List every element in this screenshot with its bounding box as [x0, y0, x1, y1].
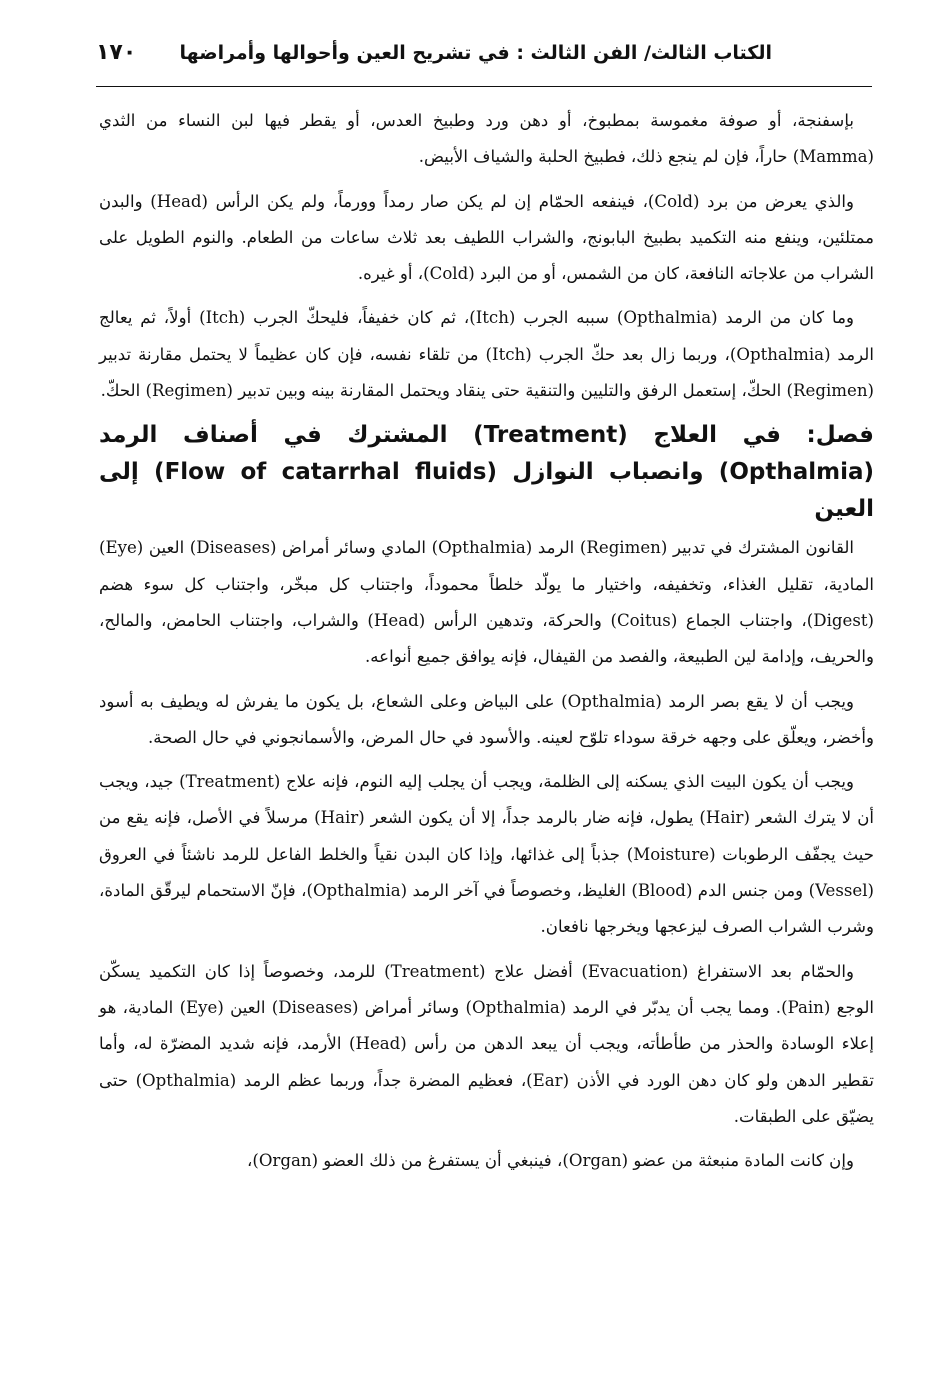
body-text [99, 103, 874, 1179]
paragraph: القانون المشترك في تدبير (Regimen) الرمد (Opthalmia) المادي وسائر أمراض (Diseases) العين (Eye) المادية، تقليل الغذاء، وتخفيفه، واختيار ما يولّد خلطاً محموداً، واجتناب كل مبخّر، واجتناب كل سوء هضم (Digest)، واجتناب الجماع (Coitus) والحركة، وتدهين الرأس (Head) والشراب، واجتناب الحامض، والمالح، والحريف، وإدامة لين الطبيعة، والفصد من القيفال، فإنه يوافق جميع أنواعه. [99, 538, 874, 667]
paragraph: وما كان من الرمد (Opthalmia) سببه الجرب (Itch)، ثم كان خفيفاً، فليحكّ الجرب (Itch) أولاً، ثم يعالج الرمد (Opthalmia)، وربما زال بعد حكّ الجرب (Itch) من تلقاء نفسه، فإن كان عظيماً لا يحتمل مقارنة تدبير (Regimen) الحكّ، إستعمل الرفق والتليين والتنقية حتى ينقاد ويحتمل المقارنة بينه وبين تدبير (Regimen) الحكّ. [99, 308, 874, 401]
paragraph: ويجب أن لا يقع بصر الرمد (Opthalmia) على البياض وعلى الشعاع، بل يكون ما يفرش له ويطيف به أسود وأخضر، ويعلّق على وجهه خرقة سوداء تلوّح لعينه. والأسود في حال المرض، والأسمانجوني في حال الصحة. [99, 691, 874, 747]
paragraph: والذي يعرض من برد (Cold)، فينفعه الحمّام إن لم يكن صار رمداً وورماً، ولم يكن الرأس (Head) والبدن ممتلئين، وينفع منه التكميد بطبيخ البابونج، والشراب اللطيف بعد ثلاث ساعات من الطعام. والنوم الطويل على الشراب من علاجاته النافعة، كان من الشمس، أو من البرد (Cold)، أو غيره. [99, 191, 874, 284]
page-header [96, 34, 872, 87]
page-number: ١٧٠ [96, 40, 137, 65]
paragraph: ويجب أن يكون البيت الذي يسكنه إلى الظلمة، ويجب أن يجلب إليه النوم، فإنه علاج (Treatment) جيد، ويجب أن لا يترك الشعر (Hair) يطول، فإنه ضار بالرمد جداً، إلا أن يكون الشعر (Hair) مرسلاً في الأصل، فإنه يقع من حيث يجفّف الرطوبات (Moisture) جذباً إلى غذائها، وإذا كان البدن نقياً والخلط الفاعل للرمد ناشئاً في العروق (Vessel) ومن جنس الدم (Blood) الغليظ، وخصوصاً في آخر الرمد (Opthalmia)، فإنّ الاستحمام ليرقّق المادة، وشرب الشراب الصرف ليزعجها ويخرجها نافعان. [99, 772, 874, 937]
running-title: الكتاب الثالث/ الفن الثالث : في تشريح العين وأحوالها وأمراضها [179, 42, 772, 64]
paragraph: وإن كانت المادة منبعثة من عضو (Organ)، فينبغي أن يستفرغ من ذلك العضو (Organ)، [246, 1151, 854, 1171]
paragraph: بإسفنجة، أو صوفة مغموسة بمطبوخ، أو دهن ورد وطبيخ العدس، أو يقطر فيها لبن النساء من الثدي (Mamma) حاراً، فإن لم ينجع ذلك، فطبيخ الحلبة والشياف الأبيض. [99, 111, 874, 167]
section-heading: فصل: في العلاج (Treatment) المشترك في أصناف الرمد (Opthalmia) وانصباب النوازل (Flow of catarrhal fluids) إلى العين [99, 422, 874, 523]
paragraph: والحمّام بعد الاستفراغ (Evacuation) أفضل علاج (Treatment) للرمد، وخصوصاً إذا كان التكميد يسكّن الوجع (Pain). ومما يجب أن يدبّر في الرمد (Opthalmia) وسائر أمراض (Diseases) العين (Eye) المادية، هو إعلاء الوسادة والحذر من طأطأته، ويجب أن يبعد الدهن من رأس (Head) الأرمد، فإنه شديد المضرّة له، وأما تقطير الدهن ولو كان دهن الورد في الأذن (Ear)، فعظيم المضرة جداً، وربما عظم الرمد (Opthalmia) حتى يضيّق على الطبقات. [99, 961, 875, 1126]
